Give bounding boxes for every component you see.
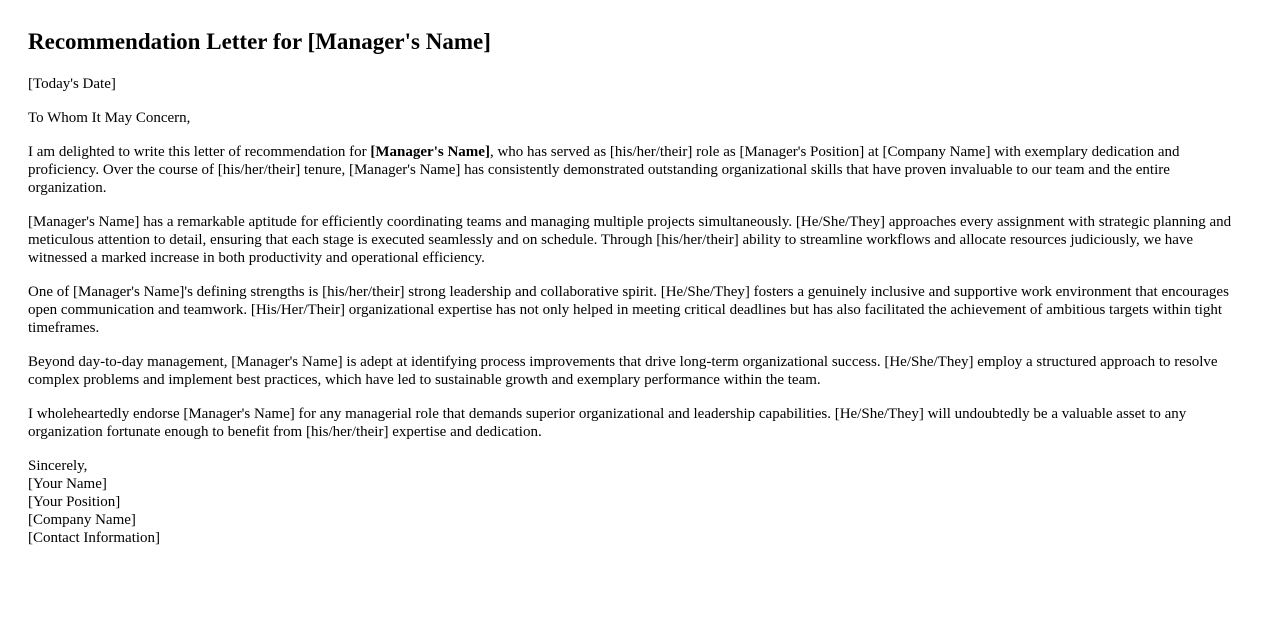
paragraph-process-improvement: Beyond day-to-day management, [Manager's Name] is adept at identifying process improvements that drive long-term organizational success. [He/She/They] employ a structured approach to resolve complex problems and implement best practices, which have led to sustainable growth and exemplary performance within the team. [28,354,1218,388]
paragraph-intro-text-before: I am delighted to write this letter of recommendation for [28,144,371,160]
manager-name-bold: [Manager's Name] [370,144,490,160]
signoff: Sincerely, [28,458,88,474]
salutation: To Whom It May Concern, [28,110,191,126]
paragraph-coordination: [Manager's Name] has a remarkable aptitude for efficiently coordinating teams and managing multiple projects simultaneously. [He/She/They] approaches every assignment with strategic planning and meticulous attention to detail, ensuring that each stage is executed seamlessly and on schedule. Through [his/her/their] ability to streamline workflows and allocate resources judiciously, we have witnessed a marked increase in both productivity and operational efficiency. [28,214,1232,266]
letter-page [0,28,1278,547]
paragraph-intro [28,143,1250,197]
paragraph-leadership: One of [Manager's Name]'s defining strengths is [his/her/their] strong leadership and collaborative spirit. [He/She/They] fosters a genuinely inclusive and supportive work environment that encourages open communication and teamwork. [His/Her/Their] organizational expertise has not only helped in meeting critical deadlines but has also facilitated the achievement of ambitious targets within tight timeframes. [28,284,1229,336]
letter-date: [Today's Date] [28,76,116,92]
signer-name: [Your Name] [28,476,107,492]
signer-contact: [Contact Information] [28,530,161,546]
signer-position: [Your Position] [28,494,121,510]
paragraph-endorsement: I wholeheartedly endorse [Manager's Name] for any managerial role that demands superior organizational and leadership capabilities. [He/She/They] will undoubtedly be a valuable asset to any organization fortunate enough to benefit from [his/her/their] expertise and dedication. [28,406,1187,440]
paragraph-intro-text-after: , who has served as [his/her/their] role as [Manager's Position] at [Company Name] with exemplary dedication and proficiency. Over the course of [his/her/their] tenure, [Manager's Name] has consistently demonstrated outstanding organizational skills that have proven invaluable to our team and the entire organization. [28,144,1180,196]
closing-block [28,457,1250,547]
letter-title: Recommendation Letter for [Manager's Name] [28,29,491,54]
signer-company: [Company Name] [28,512,136,528]
